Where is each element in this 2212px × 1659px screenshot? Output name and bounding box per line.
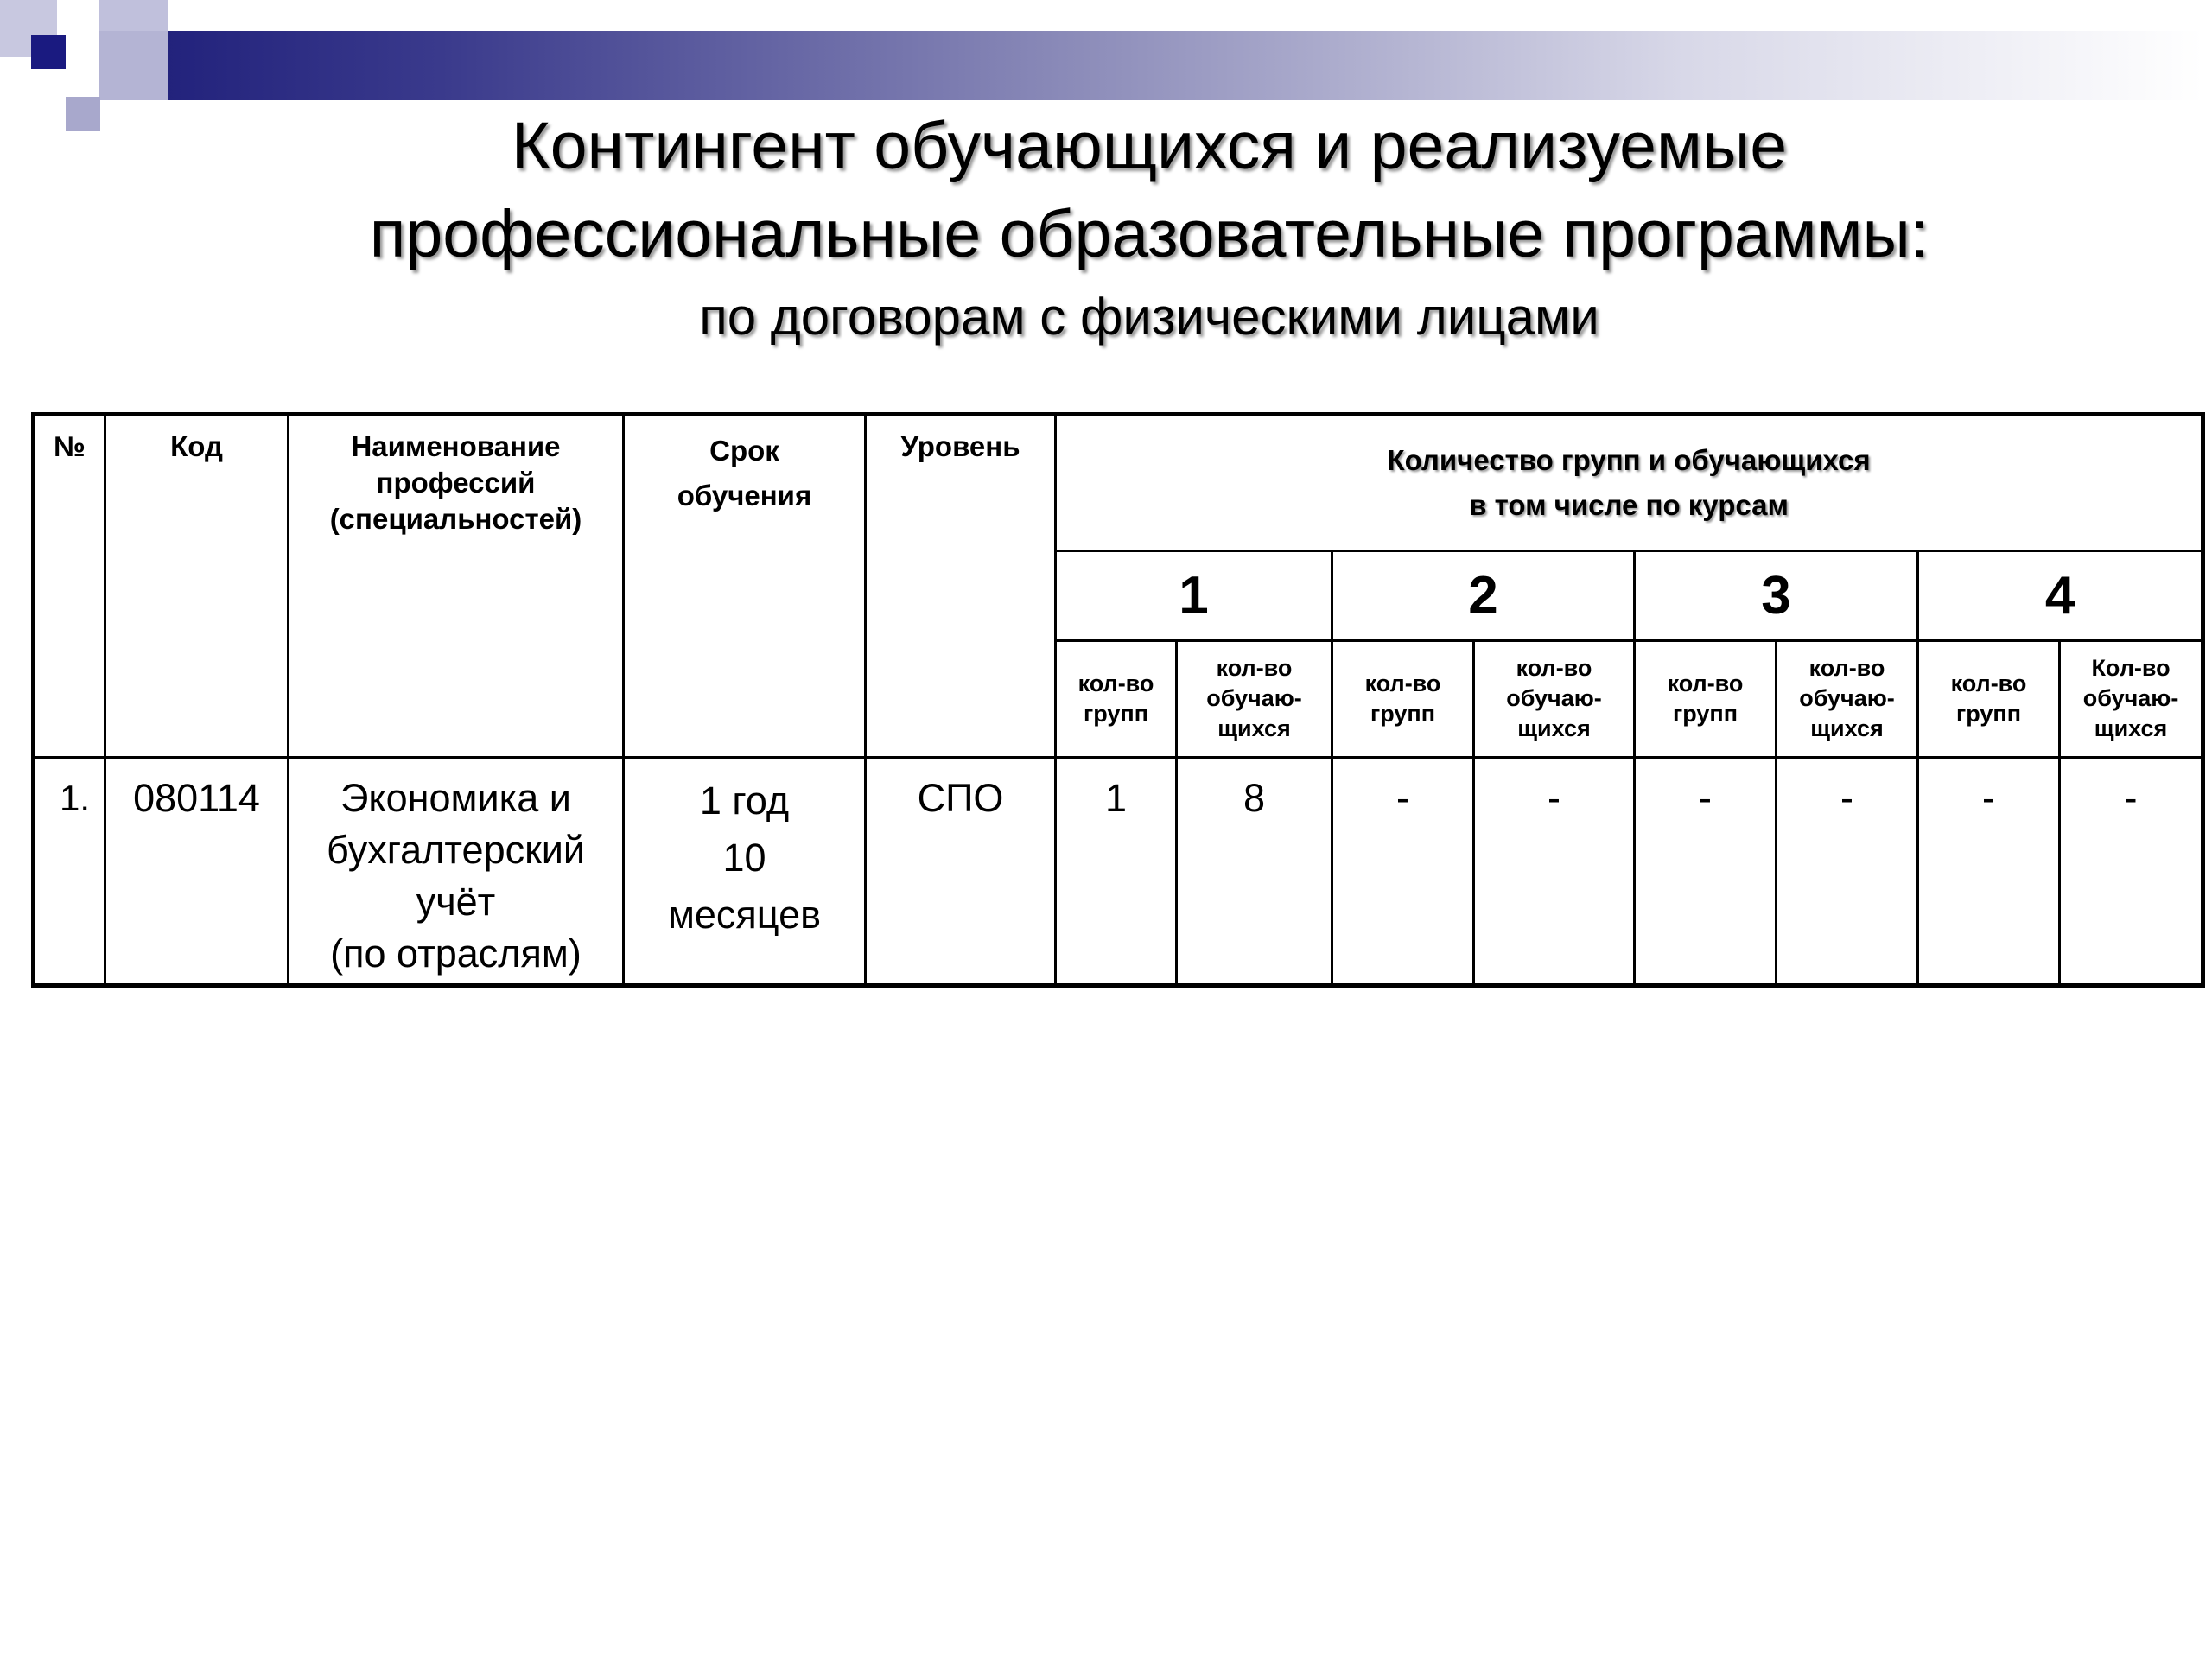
course-4-header: 4	[1918, 551, 2203, 640]
subheader-c2-groups: кол-во групп	[1332, 640, 1474, 757]
row-name	[289, 758, 624, 986]
decor-square	[66, 97, 100, 131]
row-c3-students: -	[1777, 758, 1918, 986]
contingent-table	[31, 412, 2205, 988]
row-name-line3: учёт	[416, 880, 496, 925]
title-line-2: профессиональные образовательные программы:	[369, 197, 1929, 271]
header-gradient-band	[130, 31, 2203, 100]
subheader-c1-groups: кол-во групп	[1056, 640, 1177, 757]
header-groups-line1: Количество групп и обучающихся	[1387, 444, 1871, 477]
decor-square	[99, 0, 168, 31]
row-c1-students: 8	[1177, 758, 1332, 986]
course-2-header: 2	[1332, 551, 1635, 640]
header-term: Срок обучения	[624, 415, 866, 758]
row-c4-groups: -	[1918, 758, 2060, 986]
title-line-1: Контингент обучающихся и реализуемые	[511, 109, 1788, 183]
title-subtitle: по договорам с физическими лицами	[699, 288, 1599, 346]
header-groups	[1056, 415, 2203, 551]
row-c1-groups: 1	[1056, 758, 1177, 986]
header-level: Уровень	[866, 415, 1056, 758]
row-c3-groups: -	[1635, 758, 1777, 986]
row-c2-groups: -	[1332, 758, 1474, 986]
subheader-c2-students: кол-во обучаю-щихся	[1474, 640, 1635, 757]
row-num: 1.	[34, 758, 105, 986]
decor-square	[31, 35, 66, 69]
course-1-header: 1	[1056, 551, 1332, 640]
row-name-line1: Экономика и	[340, 776, 571, 821]
row-term-line2: 10	[722, 836, 766, 880]
header-num: №	[34, 415, 105, 758]
row-term-line3: месяцев	[667, 893, 822, 938]
header-groups-line2: в том числе по курсам	[1469, 489, 1789, 522]
subheader-c4-students: Кол-во обучаю-щихся	[2060, 640, 2203, 757]
slide-title	[259, 102, 2039, 354]
header-code: Код	[105, 415, 289, 758]
row-c4-students: -	[2060, 758, 2203, 986]
subheader-c1-students: кол-во обучаю-щихся	[1177, 640, 1332, 757]
header-name: Наименование профессий (специальностей)	[289, 415, 624, 758]
row-code: 080114	[105, 758, 289, 986]
decor-square	[99, 31, 168, 100]
subheader-c3-students: кол-во обучаю-щихся	[1777, 640, 1918, 757]
subheader-c3-groups: кол-во групп	[1635, 640, 1777, 757]
subheader-c4-groups: кол-во групп	[1918, 640, 2060, 757]
row-term-line1: 1 год	[699, 779, 790, 823]
row-c2-students: -	[1474, 758, 1635, 986]
row-name-line4: (по отраслям)	[330, 931, 582, 976]
row-name-line2: бухгалтерский	[326, 828, 586, 873]
row-level: СПО	[866, 758, 1056, 986]
row-term	[624, 758, 866, 986]
course-3-header: 3	[1635, 551, 1918, 640]
